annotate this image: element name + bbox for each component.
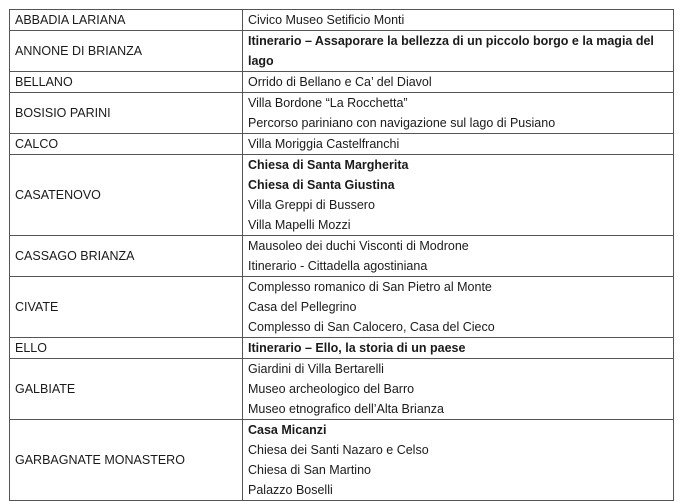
table-row xyxy=(10,134,674,155)
site-name: Itinerario - Cittadella agostiniana xyxy=(248,259,428,273)
site-name: Chiesa dei Santi Nazaro e Celso xyxy=(248,443,429,457)
town-cell xyxy=(10,236,243,277)
town-name: CASSAGO BRIANZA xyxy=(15,248,135,263)
town-name: BELLANO xyxy=(15,74,73,89)
site-name: Chiesa di Santa Margherita xyxy=(248,158,409,172)
site-name: Casa del Pellegrino xyxy=(248,300,357,314)
site-name: Palazzo Boselli xyxy=(248,483,333,497)
town-cell xyxy=(10,277,243,338)
town-cell xyxy=(10,155,243,236)
town-cell xyxy=(10,93,243,134)
town-cell xyxy=(10,338,243,359)
sites-cell xyxy=(243,359,674,420)
sites-cell xyxy=(243,155,674,236)
sites-cell xyxy=(243,10,674,31)
table-row xyxy=(10,236,674,277)
sites-cell xyxy=(243,31,674,72)
sites-cell xyxy=(243,338,674,359)
town-cell xyxy=(10,72,243,93)
table-body xyxy=(10,10,674,501)
town-cell xyxy=(10,134,243,155)
town-cell xyxy=(10,420,243,501)
town-name: GARBAGNATE MONASTERO xyxy=(15,452,185,467)
town-cell xyxy=(10,31,243,72)
table-row xyxy=(10,72,674,93)
town-name: CASATENOVO xyxy=(15,187,101,202)
town-cell xyxy=(10,10,243,31)
site-name: Mausoleo dei duchi Visconti di Modrone xyxy=(248,239,469,253)
table-row xyxy=(10,338,674,359)
town-name: ELLO xyxy=(15,340,47,355)
site-name: Villa Greppi di Bussero xyxy=(248,198,375,212)
site-name: Villa Moriggia Castelfranchi xyxy=(248,137,400,151)
town-name: ANNONE DI BRIANZA xyxy=(15,43,143,58)
site-name: Percorso pariniano con navigazione sul lago di Pusiano xyxy=(248,116,556,130)
site-name: Orrido di Bellano e Ca’ del Diavol xyxy=(248,75,432,89)
table-row xyxy=(10,155,674,236)
town-cell xyxy=(10,359,243,420)
site-name: Museo etnografico dell’Alta Brianza xyxy=(248,402,444,416)
site-name: Museo archeologico del Barro xyxy=(248,382,415,396)
site-name: Casa Micanzi xyxy=(248,423,327,437)
places-table xyxy=(9,9,674,501)
sites-cell xyxy=(243,72,674,93)
site-name: Complesso romanico di San Pietro al Monte xyxy=(248,280,492,294)
town-name: BOSISIO PARINI xyxy=(15,105,111,120)
sites-cell xyxy=(243,420,674,501)
site-name: Villa Bordone “La Rocchetta” xyxy=(248,96,408,110)
site-name: Complesso di San Calocero, Casa del Cieco xyxy=(248,320,495,334)
site-name: Chiesa di San Martino xyxy=(248,463,371,477)
site-name: Villa Mapelli Mozzi xyxy=(248,218,351,232)
sites-cell xyxy=(243,277,674,338)
site-name: Itinerario – Ello, la storia di un paese xyxy=(248,341,466,355)
town-name: ABBADIA LARIANA xyxy=(15,12,126,27)
table-row xyxy=(10,359,674,420)
sites-cell xyxy=(243,236,674,277)
site-name: Itinerario – Assaporare la bellezza di un piccolo borgo e la magia del lago xyxy=(248,34,654,68)
site-name: Giardini di Villa Bertarelli xyxy=(248,362,384,376)
town-name: CIVATE xyxy=(15,299,59,314)
table-row xyxy=(10,31,674,72)
site-name: Civico Museo Setificio Monti xyxy=(248,13,405,27)
sites-cell xyxy=(243,134,674,155)
town-name: CALCO xyxy=(15,136,59,151)
town-name: GALBIATE xyxy=(15,381,76,396)
sites-cell xyxy=(243,93,674,134)
table-row xyxy=(10,420,674,501)
table-row xyxy=(10,93,674,134)
table-row xyxy=(10,277,674,338)
table-row xyxy=(10,10,674,31)
site-name: Chiesa di Santa Giustina xyxy=(248,178,395,192)
